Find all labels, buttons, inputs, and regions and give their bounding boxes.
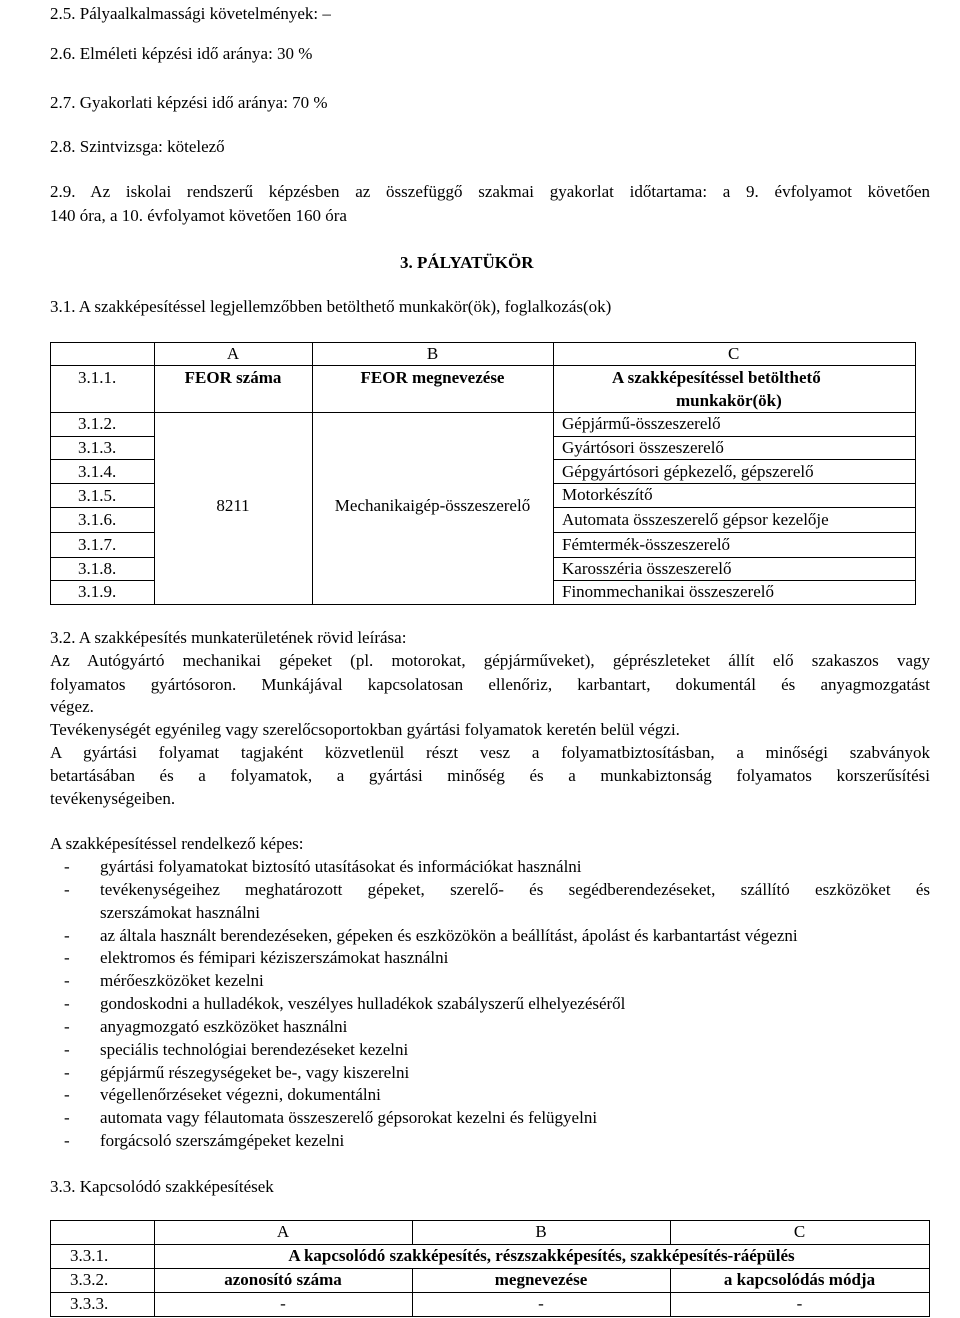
s32-line: A gyártási folyamat tagjaként közvetlenül részt vesz a folyamatbiztosításban, a minőségi szabványok bbox=[50, 743, 930, 762]
s31-title: 3.1. A szakképesítéssel legjellemzőbben betölthető munkakör(ök), foglalkozás(ok) bbox=[50, 297, 612, 316]
list-item: gépjármű részegységeket be-, vagy kiszerelni bbox=[100, 1063, 410, 1082]
list-bullet: - bbox=[64, 1108, 70, 1127]
row-num: 3.3.3. bbox=[70, 1294, 109, 1313]
list-item: mérőeszközöket kezelni bbox=[100, 971, 264, 990]
requirement-line: 2.5. Pályaalkalmassági követelmények: – bbox=[50, 4, 331, 23]
s32-line: Tevékenységét egyénileg vagy szerelőcsoportokban gyártási folyamatok keretén belül végzi. bbox=[50, 720, 680, 739]
list-item: végellenőrzéseket végezni, dokumentálni bbox=[100, 1085, 381, 1104]
col-letter-b: B bbox=[426, 344, 439, 363]
cell-empty-dash: - bbox=[280, 1294, 286, 1313]
list-item: gyártási folyamatokat biztosító utasításokat és információkat használni bbox=[100, 857, 582, 876]
s32-line: végez. bbox=[50, 697, 94, 716]
header-occupation-1: A szakképesítéssel betölthető bbox=[612, 368, 821, 387]
row-num: 3.1.2. bbox=[78, 414, 117, 433]
header-num: 3.1.1. bbox=[78, 368, 117, 387]
row-num: 3.1.3. bbox=[78, 438, 117, 457]
row-num: 3.1.4. bbox=[78, 462, 117, 481]
col-letter-a: A bbox=[226, 344, 240, 363]
s32-title: 3.2. A szakképesítés munkaterületének rövid leírása: bbox=[50, 628, 407, 647]
list-bullet: - bbox=[64, 1040, 70, 1059]
header-id: azonosító száma bbox=[224, 1270, 342, 1289]
list-item: az általa használt berendezéseken, gépeken és eszközökön a beállítást, ápolást és karbantartást végezni bbox=[100, 926, 798, 945]
occupation-name: Gyártósori összeszerelő bbox=[562, 438, 724, 457]
header-name: megnevezése bbox=[494, 1270, 588, 1289]
header-feor-code: FEOR száma bbox=[184, 368, 282, 387]
cell-empty-dash: - bbox=[796, 1294, 803, 1313]
occupation-name: Fémtermék-összeszerelő bbox=[562, 535, 731, 554]
p29-line2: 140 óra, a 10. évfolyamot követően 160 óra bbox=[50, 206, 347, 225]
feor-code: 8211 bbox=[216, 496, 250, 515]
list-bullet: - bbox=[64, 971, 70, 990]
row-num: 3.3.1. bbox=[70, 1246, 109, 1265]
occupation-name: Automata összeszerelő gépsor kezelője bbox=[562, 510, 829, 529]
header-occupation-2: munkakör(ök) bbox=[676, 391, 782, 410]
list-item: tevékenységeihez meghatározott gépeket, szerelő- és segédberendezéseket, szállító eszközöket és bbox=[100, 880, 930, 899]
header-connection: a kapcsolódás módja bbox=[723, 1270, 876, 1289]
list-bullet: - bbox=[64, 948, 70, 967]
section-title: 3. PÁLYATÜKÖR bbox=[400, 253, 534, 272]
p29-line1: 2.9. Az iskolai rendszerű képzésben az összefüggő szakmai gyakorlat időtartama: a 9. évfolyamot követően bbox=[50, 182, 930, 201]
col-letter-c: C bbox=[728, 344, 740, 363]
row-num: 3.1.5. bbox=[78, 486, 117, 505]
list-item: elektromos és fémipari kéziszerszámokat használni bbox=[100, 948, 449, 967]
col-letter-b: B bbox=[535, 1222, 547, 1241]
row-num: 3.1.8. bbox=[78, 559, 117, 578]
list-bullet: - bbox=[64, 926, 70, 945]
occupation-name: Finommechanikai összeszerelő bbox=[562, 582, 774, 601]
col-letter-a: A bbox=[276, 1222, 290, 1241]
list-bullet: - bbox=[64, 1131, 70, 1150]
list-item: forgácsoló szerszámgépeket kezelni bbox=[100, 1131, 345, 1150]
row-num: 3.1.9. bbox=[78, 582, 117, 601]
occupation-name: Karosszéria összeszerelő bbox=[562, 559, 732, 578]
list-bullet: - bbox=[64, 994, 70, 1013]
occupation-name: Gépjármű-összeszerelő bbox=[562, 414, 721, 433]
row-num: 3.1.7. bbox=[78, 535, 117, 554]
feor-name: Mechanikaigép-összeszerelő bbox=[334, 496, 531, 515]
s32-line: tevékenységeiben. bbox=[50, 789, 176, 808]
header-feor-name: FEOR megnevezése bbox=[360, 368, 505, 387]
merged-header: A kapcsolódó szakképesítés, részszakképesítés, szakképesítés-ráépülés bbox=[288, 1246, 795, 1265]
list-bullet: - bbox=[64, 880, 70, 899]
row-num: 3.1.6. bbox=[78, 510, 117, 529]
practice-ratio-line: 2.7. Gyakorlati képzési idő aránya: 70 % bbox=[50, 93, 328, 112]
occupation-name: Motorkészítő bbox=[562, 485, 653, 504]
list-bullet: - bbox=[64, 857, 70, 876]
cell-empty-dash: - bbox=[538, 1294, 544, 1313]
list-item: szerszámokat használni bbox=[100, 903, 261, 922]
list-item: gondoskodni a hulladékok, veszélyes hulladékok szabályszerű elhelyezéséről bbox=[100, 994, 626, 1013]
exam-line: 2.8. Szintvizsga: kötelező bbox=[50, 137, 225, 156]
list-item: anyagmozgató eszközöket használni bbox=[100, 1017, 348, 1036]
s32-line: betartásában és a folyamatok, a gyártási minőség és a munkabiztonság folyamatos korszerűsítési bbox=[50, 766, 930, 785]
s32-line: Az Autógyártó mechanikai gépeket (pl. motorokat, gépjárműveket), géprészleteket állít elő szakaszos vagy bbox=[50, 651, 930, 670]
capable-title: A szakképesítéssel rendelkező képes: bbox=[50, 834, 304, 853]
list-bullet: - bbox=[64, 1017, 70, 1036]
list-bullet: - bbox=[64, 1085, 70, 1104]
s33-title: 3.3. Kapcsolódó szakképesítések bbox=[50, 1177, 274, 1196]
s32-line: folyamatos gyártósoron. Munkájával kapcsolatosan ellenőriz, karbantart, dokumentál és anyagmozgatást bbox=[50, 675, 930, 694]
list-bullet: - bbox=[64, 1063, 70, 1082]
list-item: automata vagy félautomata összeszerelő gépsorokat kezelni és felügyelni bbox=[100, 1108, 598, 1127]
col-letter-c: C bbox=[793, 1222, 806, 1241]
list-item: speciális technológiai berendezéseket kezelni bbox=[100, 1040, 409, 1059]
theory-ratio-line: 2.6. Elméleti képzési idő aránya: 30 % bbox=[50, 44, 313, 63]
row-num: 3.3.2. bbox=[70, 1270, 109, 1289]
occupation-name: Gépgyártósori gépkezelő, gépszerelő bbox=[562, 462, 814, 481]
